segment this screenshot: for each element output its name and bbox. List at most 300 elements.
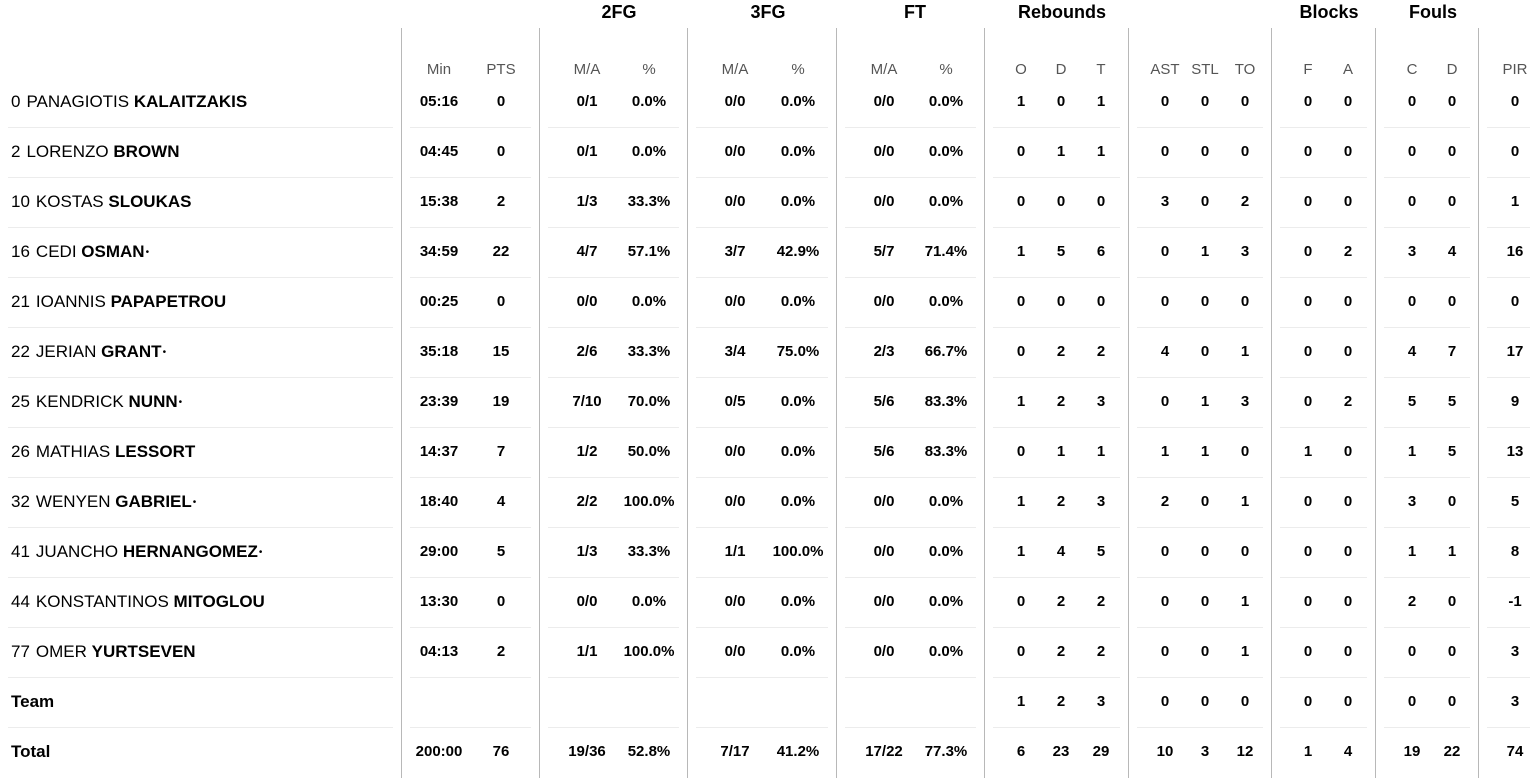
cell-blk-a: 2 [1343, 393, 1353, 410]
column-header-foul-d: D [1446, 61, 1458, 78]
cell-blk-f: 0 [1303, 493, 1313, 510]
player-first-name: KONSTANTINOS [35, 592, 169, 611]
player-number: 26 [11, 442, 30, 461]
cell-fg3-ma: 0/0 [724, 443, 746, 460]
player-last-name: YURTSEVEN [91, 642, 196, 661]
cell-stl: 3 [1200, 743, 1210, 760]
cell-fg2-ma: 0/1 [576, 93, 598, 110]
cell-ft-pct: 83.3% [924, 393, 968, 410]
player-row[interactable] [0, 377, 1538, 427]
cell-min: 13:30 [419, 593, 459, 610]
cell-foul-c: 19 [1403, 743, 1421, 760]
cell-pir: 3 [1510, 693, 1520, 710]
cell-fg2-ma: 7/10 [572, 393, 602, 410]
cell-reb-t: 6 [1096, 243, 1106, 260]
cell-pir: 9 [1510, 393, 1520, 410]
cell-reb-o: 0 [1016, 443, 1026, 460]
cell-to: 0 [1240, 143, 1250, 160]
cell-pts: 22 [492, 243, 510, 260]
player-name[interactable] [11, 577, 266, 627]
cell-reb-o: 1 [1016, 243, 1026, 260]
player-number: 16 [11, 242, 30, 261]
cell-fg2-pct: 0.0% [631, 93, 667, 110]
player-name[interactable] [11, 627, 197, 677]
player-row[interactable] [0, 627, 1538, 677]
cell-fg2-pct [609, 677, 689, 727]
cell-reb-t: 2 [1096, 593, 1106, 610]
cell-to: 0 [1240, 293, 1250, 310]
cell-ast: 0 [1160, 143, 1170, 160]
cell-fg3-ma: 0/0 [724, 93, 746, 110]
cell-blk-f: 0 [1303, 593, 1313, 610]
cell-stl: 0 [1200, 193, 1210, 210]
cell-blk-f: 0 [1303, 93, 1313, 110]
cell-ft-pct: 0.0% [928, 543, 964, 560]
cell-ast: 0 [1160, 393, 1170, 410]
cell-reb-d: 1 [1056, 143, 1066, 160]
cell-foul-c: 3 [1407, 493, 1417, 510]
player-number: 10 [11, 192, 30, 211]
player-first-name: KOSTAS [35, 192, 104, 211]
cell-reb-o: 1 [1016, 493, 1026, 510]
player-first-name: JUANCHO [35, 542, 119, 561]
player-last-name: GABRIEL [115, 492, 192, 511]
cell-blk-a: 0 [1343, 443, 1353, 460]
cell-pir: 16 [1506, 243, 1524, 260]
player-last-name: HERNANGOMEZ [122, 542, 258, 561]
cell-pts: 15 [492, 343, 510, 360]
cell-ft-pct: 0.0% [928, 143, 964, 160]
cell-foul-c: 1 [1407, 443, 1417, 460]
cell-fg3-ma: 0/0 [724, 193, 746, 210]
player-number: 25 [11, 392, 30, 411]
player-name[interactable] [11, 377, 182, 427]
player-last-name: GRANT [101, 342, 162, 361]
cell-reb-d: 1 [1056, 443, 1066, 460]
column-header-ft-ma: M/A [870, 61, 898, 78]
cell-fg2-ma: 1/3 [576, 543, 598, 560]
player-first-name: WENYEN [35, 492, 111, 511]
cell-fg2-ma: 1/3 [576, 193, 598, 210]
cell-ft-ma: 2/3 [873, 343, 895, 360]
cell-fg3-pct: 41.2% [776, 743, 820, 760]
cell-stl: 1 [1200, 243, 1210, 260]
player-row[interactable] [0, 327, 1538, 377]
player-last-name: LESSORT [114, 442, 196, 461]
column-header-fg2-pct: % [642, 61, 656, 78]
cell-blk-a: 0 [1343, 493, 1353, 510]
cell-to: 1 [1240, 493, 1250, 510]
cell-reb-o: 0 [1016, 643, 1026, 660]
cell-fg2-pct: 100.0% [623, 493, 675, 510]
player-first-name: PANAGIOTIS [26, 92, 130, 111]
cell-ft-pct: 71.4% [924, 243, 968, 260]
cell-ft-ma: 0/0 [873, 593, 895, 610]
cell-pts: 4 [496, 493, 506, 510]
cell-fg3-pct: 0.0% [780, 443, 816, 460]
player-name[interactable] [11, 527, 262, 577]
cell-foul-d: 0 [1447, 143, 1457, 160]
cell-fg3-ma: 3/4 [724, 343, 746, 360]
cell-reb-d: 4 [1056, 543, 1066, 560]
cell-fg3-ma: 0/0 [724, 493, 746, 510]
cell-foul-c: 0 [1407, 93, 1417, 110]
cell-fg2-ma: 0/0 [576, 293, 598, 310]
cell-foul-c: 4 [1407, 343, 1417, 360]
cell-reb-d: 2 [1056, 693, 1066, 710]
cell-pts: 5 [496, 543, 506, 560]
cell-ast: 1 [1160, 443, 1170, 460]
team-row-label: Team [11, 692, 55, 711]
cell-pts: 0 [496, 93, 506, 110]
cell-reb-d: 0 [1056, 93, 1066, 110]
cell-stl: 0 [1200, 293, 1210, 310]
cell-foul-c: 1 [1407, 543, 1417, 560]
cell-pir: 74 [1506, 743, 1524, 760]
cell-pir: -1 [1508, 593, 1522, 610]
cell-reb-o: 1 [1016, 543, 1026, 560]
cell-blk-a: 0 [1343, 193, 1353, 210]
cell-fg3-ma: 1/1 [724, 543, 746, 560]
cell-reb-o: 0 [1016, 143, 1026, 160]
cell-fg2-pct: 57.1% [627, 243, 671, 260]
player-number: 77 [11, 642, 30, 661]
starter-marker: • [192, 497, 197, 508]
cell-to: 0 [1240, 543, 1250, 560]
player-row[interactable] [0, 577, 1538, 627]
cell-fg2-pct: 0.0% [631, 143, 667, 160]
cell-ast: 2 [1160, 493, 1170, 510]
cell-foul-c: 2 [1407, 593, 1417, 610]
column-header-fg3-pct: % [791, 61, 805, 78]
cell-blk-f: 0 [1303, 343, 1313, 360]
cell-pir: 0 [1510, 93, 1520, 110]
cell-ft-pct: 83.3% [924, 443, 968, 460]
cell-stl: 0 [1200, 493, 1210, 510]
cell-ft-pct: 77.3% [924, 743, 968, 760]
cell-fg3-pct [758, 677, 838, 727]
cell-pts: 7 [496, 443, 506, 460]
cell-ft-pct [906, 677, 986, 727]
player-row[interactable] [0, 177, 1538, 227]
cell-reb-o: 1 [1016, 93, 1026, 110]
player-last-name: PAPAPETROU [110, 292, 227, 311]
cell-reb-t: 3 [1096, 393, 1106, 410]
cell-fg3-pct: 100.0% [772, 543, 824, 560]
cell-min: 18:40 [419, 493, 459, 510]
cell-fg2-pct: 50.0% [627, 443, 671, 460]
cell-foul-c: 0 [1407, 143, 1417, 160]
cell-reb-o: 6 [1016, 743, 1026, 760]
player-name[interactable] [11, 177, 192, 227]
player-number: 44 [11, 592, 30, 611]
cell-fg3-pct: 0.0% [780, 643, 816, 660]
cell-blk-a: 2 [1343, 243, 1353, 260]
cell-pir: 13 [1506, 443, 1524, 460]
cell-fg2-pct: 33.3% [627, 343, 671, 360]
cell-reb-t: 1 [1096, 93, 1106, 110]
player-number: 0 [11, 92, 21, 111]
player-first-name: OMER [35, 642, 87, 661]
player-row[interactable] [0, 477, 1538, 527]
cell-min: 04:45 [419, 143, 459, 160]
cell-fg3-pct: 0.0% [780, 193, 816, 210]
cell-pir: 0 [1510, 143, 1520, 160]
cell-reb-t: 0 [1096, 293, 1106, 310]
player-name[interactable] [11, 327, 166, 377]
cell-foul-c: 0 [1407, 643, 1417, 660]
cell-foul-d: 0 [1447, 493, 1457, 510]
cell-blk-f: 1 [1303, 443, 1313, 460]
group-header-ft: FT [904, 2, 926, 22]
cell-blk-f: 0 [1303, 393, 1313, 410]
column-header-foul-c: C [1406, 61, 1418, 78]
cell-pts: 0 [496, 143, 506, 160]
column-header-blk-f: F [1303, 61, 1313, 78]
total-row-label: Total [11, 742, 51, 761]
cell-foul-c: 5 [1407, 393, 1417, 410]
cell-to: 0 [1240, 443, 1250, 460]
cell-fg2-ma: 0/0 [576, 593, 598, 610]
column-header-fg3-ma: M/A [721, 61, 749, 78]
cell-foul-d: 5 [1447, 393, 1457, 410]
player-name[interactable] [11, 127, 181, 177]
cell-fg3-pct: 0.0% [780, 393, 816, 410]
cell-ft-ma: 0/0 [873, 143, 895, 160]
player-first-name: KENDRICK [35, 392, 124, 411]
column-header-reb-o: O [1015, 61, 1027, 78]
cell-pts: 19 [492, 393, 510, 410]
cell-foul-d: 0 [1447, 593, 1457, 610]
cell-min: 04:13 [419, 643, 459, 660]
cell-ft-ma: 5/6 [873, 443, 895, 460]
cell-pts: 2 [496, 643, 506, 660]
cell-stl: 0 [1200, 643, 1210, 660]
cell-reb-o: 0 [1016, 293, 1026, 310]
cell-reb-o: 0 [1016, 343, 1026, 360]
cell-fg2-ma: 0/1 [576, 143, 598, 160]
cell-blk-a: 0 [1343, 643, 1353, 660]
cell-blk-f: 0 [1303, 193, 1313, 210]
cell-fg3-pct: 0.0% [780, 293, 816, 310]
cell-blk-f: 0 [1303, 293, 1313, 310]
cell-pir: 0 [1510, 293, 1520, 310]
player-first-name: CEDI [35, 242, 77, 261]
cell-ast: 0 [1160, 643, 1170, 660]
cell-ast: 0 [1160, 293, 1170, 310]
cell-foul-d: 7 [1447, 343, 1457, 360]
group-header-3fg: 3FG [750, 2, 786, 22]
column-header-to: TO [1234, 61, 1256, 78]
cell-min: 15:38 [419, 193, 459, 210]
player-name[interactable] [11, 427, 196, 477]
cell-fg2-pct: 33.3% [627, 543, 671, 560]
player-last-name: OSMAN [81, 242, 145, 261]
cell-ast: 3 [1160, 193, 1170, 210]
starter-marker: • [258, 547, 263, 558]
cell-to: 3 [1240, 393, 1250, 410]
cell-blk-a: 0 [1343, 93, 1353, 110]
player-first-name: JERIAN [35, 342, 97, 361]
cell-stl: 0 [1200, 593, 1210, 610]
cell-to: 1 [1240, 593, 1250, 610]
cell-reb-o: 0 [1016, 193, 1026, 210]
cell-blk-f: 0 [1303, 143, 1313, 160]
cell-foul-d: 1 [1447, 543, 1457, 560]
player-last-name: SLOUKAS [108, 192, 192, 211]
cell-fg2-pct: 33.3% [627, 193, 671, 210]
cell-blk-a: 0 [1343, 143, 1353, 160]
column-header-blk-a: A [1342, 61, 1353, 78]
cell-ast: 0 [1160, 93, 1170, 110]
cell-pts: 2 [496, 193, 506, 210]
player-name[interactable] [11, 277, 227, 327]
cell-pts: 0 [496, 593, 506, 610]
cell-ft-pct: 0.0% [928, 593, 964, 610]
cell-foul-c: 0 [1407, 293, 1417, 310]
starter-marker: • [178, 397, 183, 408]
cell-ft-ma: 17/22 [865, 743, 903, 760]
cell-foul-c: 0 [1407, 693, 1417, 710]
cell-foul-d: 0 [1447, 293, 1457, 310]
starter-marker: • [145, 247, 150, 258]
cell-ft-pct: 0.0% [928, 643, 964, 660]
cell-pir: 3 [1510, 643, 1520, 660]
cell-ft-ma: 0/0 [873, 193, 895, 210]
cell-foul-d: 4 [1447, 243, 1457, 260]
cell-foul-d: 5 [1447, 443, 1457, 460]
cell-reb-d: 2 [1056, 593, 1066, 610]
cell-fg3-pct: 42.9% [776, 243, 820, 260]
cell-stl: 0 [1200, 143, 1210, 160]
player-row[interactable] [0, 227, 1538, 277]
cell-foul-d: 0 [1447, 643, 1457, 660]
cell-stl: 0 [1200, 93, 1210, 110]
player-last-name: MITOGLOU [173, 592, 265, 611]
column-header-stl: STL [1191, 61, 1219, 78]
cell-fg3-ma: 0/5 [724, 393, 746, 410]
player-row[interactable] [0, 277, 1538, 327]
cell-blk-f: 0 [1303, 243, 1313, 260]
starter-marker: • [162, 347, 167, 358]
cell-ft-ma: 5/6 [873, 393, 895, 410]
cell-fg2-pct: 0.0% [631, 593, 667, 610]
cell-to: 3 [1240, 243, 1250, 260]
player-row[interactable] [0, 77, 1538, 127]
player-row[interactable] [0, 127, 1538, 177]
cell-foul-d: 0 [1447, 93, 1457, 110]
cell-fg2-pct: 100.0% [623, 643, 675, 660]
cell-foul-c: 0 [1407, 193, 1417, 210]
cell-to: 12 [1236, 743, 1254, 760]
cell-fg2-ma: 4/7 [576, 243, 598, 260]
cell-reb-t: 5 [1096, 543, 1106, 560]
player-row[interactable] [0, 527, 1538, 577]
player-first-name: IOANNIS [35, 292, 106, 311]
cell-min: 14:37 [419, 443, 459, 460]
cell-reb-t: 1 [1096, 143, 1106, 160]
cell-reb-t: 0 [1096, 193, 1106, 210]
cell-blk-a: 0 [1343, 343, 1353, 360]
cell-pir: 1 [1510, 193, 1520, 210]
player-name[interactable] [11, 77, 248, 127]
cell-reb-o: 0 [1016, 593, 1026, 610]
player-first-name: MATHIAS [35, 442, 111, 461]
cell-ast: 0 [1160, 243, 1170, 260]
player-name[interactable] [11, 477, 196, 527]
cell-fg2-pct: 0.0% [631, 293, 667, 310]
column-header-min: Min [426, 61, 452, 78]
cell-fg3-ma: 0/0 [724, 293, 746, 310]
column-header-reb-t: T [1096, 61, 1106, 78]
cell-to: 1 [1240, 643, 1250, 660]
column-header-pts: PTS [486, 61, 516, 78]
cell-ast: 4 [1160, 343, 1170, 360]
column-header-ft-pct: % [939, 61, 953, 78]
cell-fg3-ma: 3/7 [724, 243, 746, 260]
cell-fg2-ma: 19/36 [568, 743, 606, 760]
cell-reb-d: 5 [1056, 243, 1066, 260]
cell-to: 0 [1240, 693, 1250, 710]
cell-fg3-ma: 7/17 [720, 743, 750, 760]
column-header-ast: AST [1150, 61, 1180, 78]
cell-fg2-ma: 1/1 [576, 643, 598, 660]
cell-min: 34:59 [419, 243, 459, 260]
cell-pir: 17 [1506, 343, 1524, 360]
cell-ft-ma: 0/0 [873, 543, 895, 560]
cell-pts: 0 [496, 293, 506, 310]
cell-reb-t: 2 [1096, 343, 1106, 360]
cell-reb-t: 3 [1096, 493, 1106, 510]
cell-ft-pct: 0.0% [928, 193, 964, 210]
cell-fg2-pct: 52.8% [627, 743, 671, 760]
cell-ft-ma: 0/0 [873, 493, 895, 510]
cell-fg3-pct: 0.0% [780, 143, 816, 160]
cell-min: 00:25 [419, 293, 459, 310]
cell-to: 0 [1240, 93, 1250, 110]
cell-ft-pct: 0.0% [928, 93, 964, 110]
player-first-name: LORENZO [26, 142, 109, 161]
column-header-fg2-ma: M/A [573, 61, 601, 78]
cell-stl: 0 [1200, 343, 1210, 360]
cell-ft-ma: 0/0 [873, 93, 895, 110]
player-number: 2 [11, 142, 21, 161]
player-name[interactable] [11, 227, 149, 277]
player-row[interactable] [0, 427, 1538, 477]
cell-ast: 10 [1156, 743, 1174, 760]
cell-pir: 8 [1510, 543, 1520, 560]
cell-fg2-ma: 2/6 [576, 343, 598, 360]
cell-blk-f: 0 [1303, 693, 1313, 710]
cell-fg2-ma: 1/2 [576, 443, 598, 460]
cell-blk-a: 0 [1343, 543, 1353, 560]
cell-reb-o: 1 [1016, 393, 1026, 410]
cell-min: 35:18 [419, 343, 459, 360]
cell-reb-o: 1 [1016, 693, 1026, 710]
cell-fg3-pct: 0.0% [780, 593, 816, 610]
cell-blk-a: 0 [1343, 593, 1353, 610]
group-header-blocks: Blocks [1299, 2, 1359, 22]
cell-blk-a: 0 [1343, 693, 1353, 710]
group-header-rebounds: Rebounds [1018, 2, 1106, 22]
cell-to: 1 [1240, 343, 1250, 360]
cell-to: 2 [1240, 193, 1250, 210]
cell-stl: 1 [1200, 443, 1210, 460]
cell-blk-f: 0 [1303, 643, 1313, 660]
cell-pir: 5 [1510, 493, 1520, 510]
player-last-name: NUNN [128, 392, 178, 411]
cell-reb-d: 23 [1052, 743, 1070, 760]
